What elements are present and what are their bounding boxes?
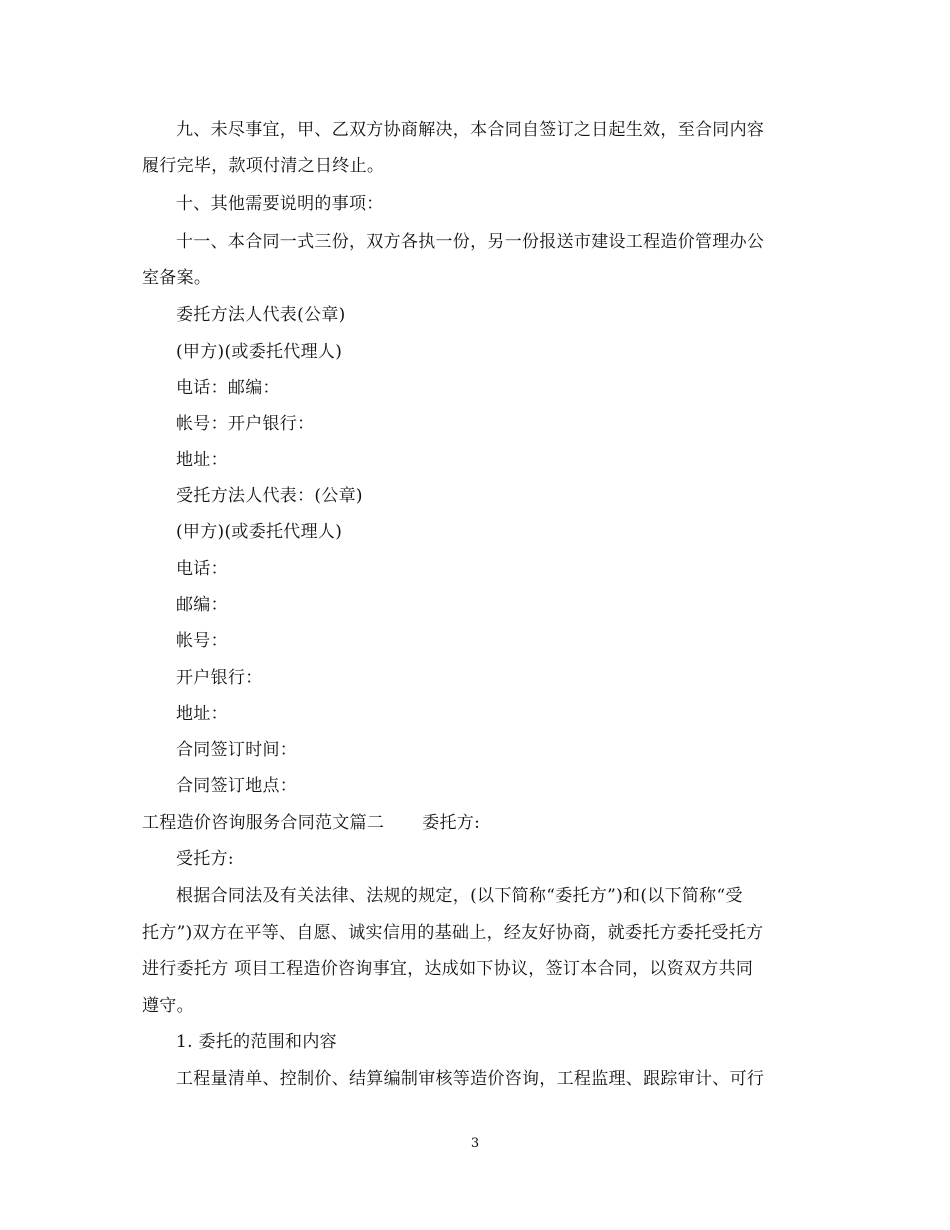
paragraph-9-line-1: 九、未尽事宜，甲、乙双方协商解决，本合同自签订之日起生效，至合同内容 <box>176 120 765 140</box>
paragraph-9-line-2: 履行完毕，款项付清之日终止。 <box>142 156 385 176</box>
section-2-trustee: 受托方: <box>176 849 234 869</box>
section-2-heading: 工程造价咨询服务合同范文篇二 <box>142 813 385 833</box>
party-b-address: 地址： <box>176 704 228 724</box>
party-a-representative: 委托方法人代表(公章) <box>176 305 346 325</box>
party-a-phone-postcode: 电话：邮编： <box>176 378 280 398</box>
item-1-title: 1. 委托的范围和内容 <box>176 1032 337 1052</box>
party-b-representative: 受托方法人代表：(公章) <box>176 486 363 506</box>
party-b-account: 帐号： <box>176 631 228 651</box>
party-b-phone: 电话： <box>176 559 228 579</box>
paragraph-10: 十、其他需要说明的事项： <box>176 194 384 214</box>
paragraph-11-line-2: 室备案。 <box>142 268 212 288</box>
party-b-postcode: 邮编： <box>176 595 228 615</box>
section-2-heading-line <box>142 812 480 834</box>
signing-time: 合同签订时间： <box>176 740 298 760</box>
section-2-intro-line-1: 根据合同法及有关法律、法规的规定，(以下简称“委托方”)和(以下简称“受 <box>176 886 743 906</box>
section-2-intro-line-3: 进行委托方 项目工程造价咨询事宜，达成如下协议，签订本合同，以资双方共同 <box>142 959 754 979</box>
party-a-role: (甲方)(或委托代理人) <box>176 342 343 362</box>
party-a-account-bank: 帐号：开户银行： <box>176 414 315 434</box>
party-a-address: 地址： <box>176 450 228 470</box>
section-2-intro-line-4: 遵守。 <box>142 996 194 1016</box>
signing-place: 合同签订地点： <box>176 776 298 796</box>
item-1-line-1: 工程量清单、控制价、结算编制审核等造价咨询，工程监理、跟踪审计、可行 <box>176 1069 765 1089</box>
paragraph-11-line-1: 十一、本合同一式三份，双方各执一份，另一份报送市建设工程造价管理办公 <box>176 232 765 252</box>
page-number: 3 <box>470 1136 480 1151</box>
section-2-client: 委托方: <box>422 813 481 833</box>
party-b-role: (甲方)(或委托代理人) <box>176 522 343 542</box>
party-b-bank: 开户银行： <box>176 668 263 688</box>
section-2-intro-line-2: 托方”)双方在平等、自愿、诚实信用的基础上，经友好协商，就委托方委托受托方 <box>142 923 764 943</box>
